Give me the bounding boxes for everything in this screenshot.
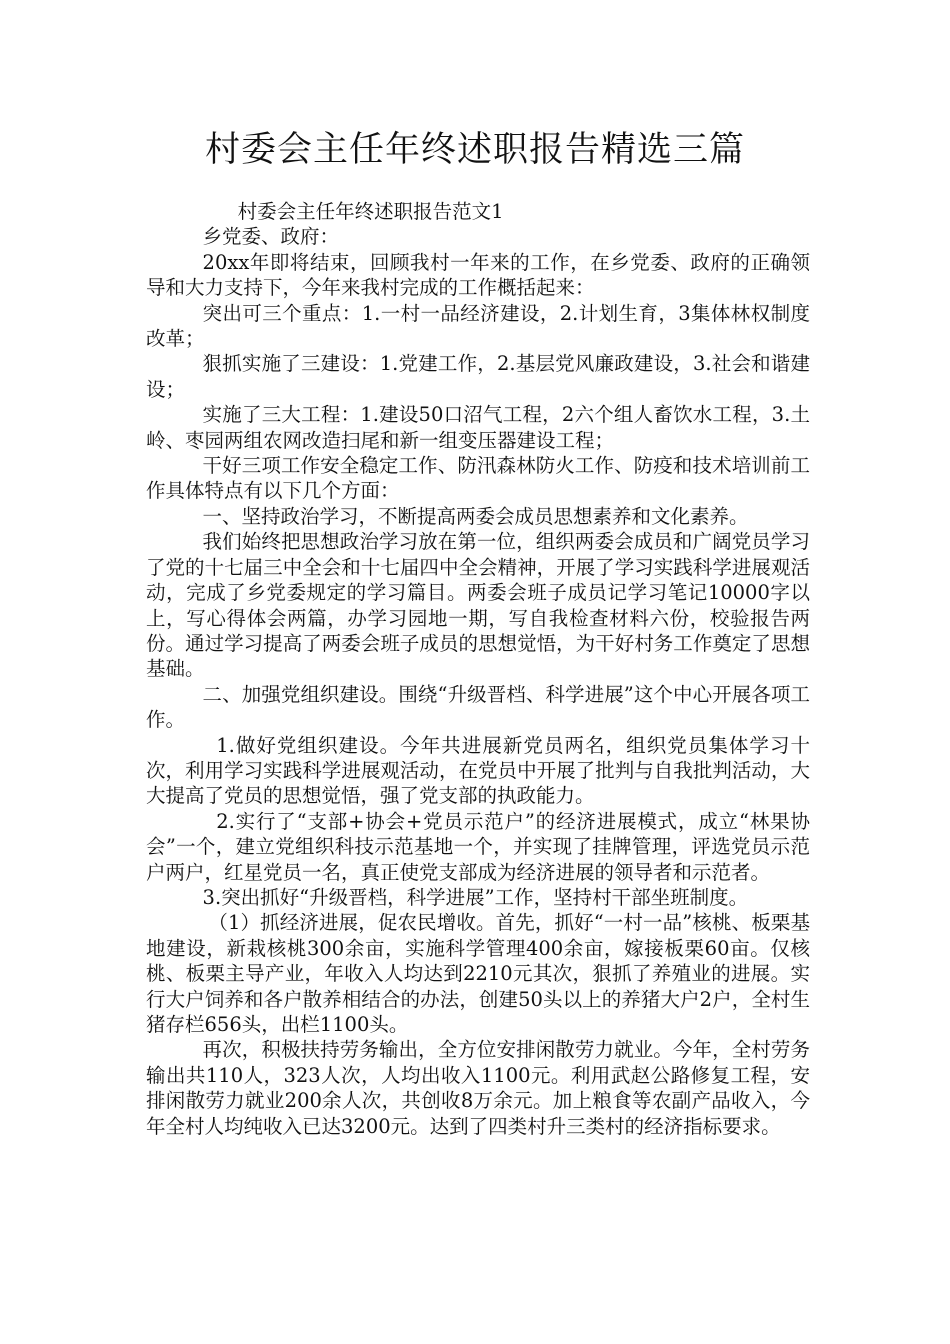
paragraph: 我们始终把思想政治学习放在第一位，组织两委会成员和广阔党员学习了党的十七届三中全会和十七届四中全会精神，开展了学习实践科学进展观活动，完成了乡党委规定的学习篇目。两委会班子成员记学习笔记10000字以上，写心得体会两篇，办学习园地一期，写自我检查材料六份，校验报告两份。通过学习提高了两委会班子成员的思想觉悟，为干好村务工作奠定了思想基础。 bbox=[146, 530, 810, 681]
paragraph: 20xx年即将结束，回顾我村一年来的工作，在乡党委、政府的正确领导和大力支持下，今年来我村完成的工作概括起来： bbox=[146, 250, 810, 300]
paragraph: 一、坚持政治学习，不断提高两委会成员思想素养和文化素养。 bbox=[202, 504, 749, 528]
paragraph: 突出可三个重点：1.一村一品经济建设，2.计划生育，3集体林权制度改革； bbox=[146, 301, 810, 351]
paragraph: 2.实行了“支部+协会+党员示范户”的经济进展模式，成立“林果协会”一个，建立党组织科技示范基地一个，并实现了挂牌管理，评选党员示范户两户，红星党员一名，真正使党支部成为经济进展的领导者和示范者。 bbox=[146, 809, 810, 884]
paragraph: （1）抓经济进展，促农民增收。首先，抓好“一村一品”核桃、板栗基地建设，新栽核桃300余亩，实施科学管理400余亩，嫁接板栗60亩。仅核桃、板栗主导产业，年收入人均达到2210元其次，狠抓了养殖业的进展。实行大户饲养和各户散养相结合的办法，创建50头以上的养猪大户2户，全村生猪存栏656头，出栏1100头。 bbox=[146, 911, 810, 1036]
paragraph: 二、加强党组织建设。围绕“升级晋档、科学进展”这个中心开展各项工作。 bbox=[146, 682, 810, 732]
paragraph: 狠抓实施了三建设：1.党建工作，2.基层党风廉政建设，3.社会和谐建设； bbox=[146, 352, 810, 401]
section-heading: 村委会主任年终述职报告范文1 bbox=[237, 200, 504, 223]
salutation: 乡党委、政府： bbox=[202, 225, 340, 249]
paragraph: 再次，积极扶持劳务输出，全方位安排闲散劳力就业。今年，全村劳务输出共110人，323人次，人均出收入1100元。利用武赵公路修复工程，安排闲散劳力就业200余人次，共创收8万余元。加上粮食等农副产品收入，今年全村人均纯收入已达3200元。达到了四类村升三类村的经济指标要求。 bbox=[146, 1038, 810, 1138]
document-title: 村委会主任年终述职报告精选三篇 bbox=[204, 130, 745, 170]
paragraph: 实施了三大工程：1.建设50口沼气工程，2六个组人畜饮水工程，3.土岭、枣园两组农网改造扫尾和新一组变压器建设工程； bbox=[146, 403, 810, 452]
document-body bbox=[146, 199, 810, 1139]
paragraph: 1.做好党组织建设。今年共进展新党员两名，组织党员集体学习十次，利用学习实践科学进展观活动，在党员中开展了批判与自我批判活动，大大提高了党员的思想觉悟，强了党支部的执政能力。 bbox=[146, 733, 810, 808]
paragraph: 3.突出抓好“升级晋档，科学进展”工作，坚持村干部坐班制度。 bbox=[202, 885, 749, 909]
paragraph: 干好三项工作安全稳定工作、防汛森林防火工作、防疫和技术培训前工作具体特点有以下几个方面： bbox=[146, 454, 810, 503]
